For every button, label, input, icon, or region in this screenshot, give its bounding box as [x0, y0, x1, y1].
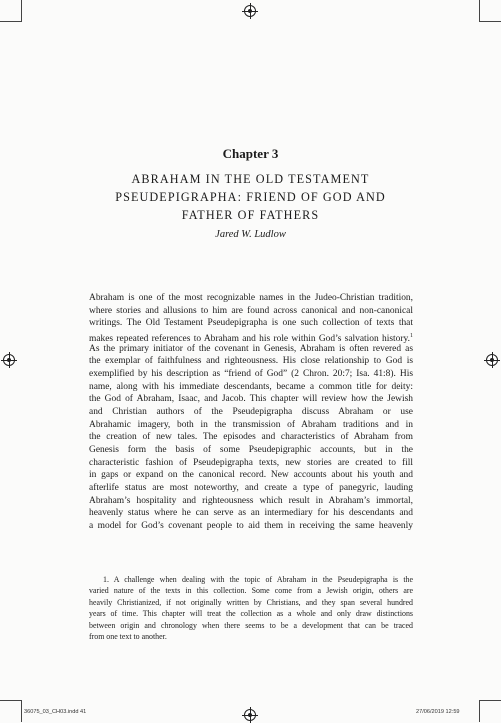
- body-line: [89, 330, 413, 343]
- crop-mark: [479, 700, 480, 722]
- crop-mark: [21, 700, 22, 722]
- body-line: As the primary initiator of the covenant in Genesis, Abraham is often revered as: [89, 343, 413, 354]
- chapter-title-line: PSEUDEPIGRAPHA: FRIEND OF GOD AND: [115, 190, 386, 204]
- body-paragraph: [89, 292, 413, 532]
- author-name: Jared W. Ludlow: [215, 229, 286, 240]
- chapter-title: [60, 170, 441, 224]
- chapter-title-line: ABRAHAM IN THE OLD TESTAMENT: [131, 172, 370, 186]
- body-line: the exemplar of faithfulness and righteousness. His close relationship to God is: [89, 356, 413, 367]
- body-line: the creation of new tales. The episodes and characteristics of Abraham from: [89, 432, 413, 443]
- body-line: where stories and allusions to him are found across canonical and non-canonical: [89, 305, 413, 316]
- registration-mark-icon: [3, 354, 15, 366]
- body-line: and Christian authors of the Pseudepigrapha discuss Abraham or use: [89, 406, 413, 417]
- chapter-title-line: FATHER OF FATHERS: [181, 208, 320, 222]
- body-line: in gaps or expand on the canonical record. New accounts about his youth and: [89, 470, 413, 481]
- body-line: Abraham’s hospitality and righteousness which result in Abraham’s immortal,: [89, 495, 413, 506]
- body-line: Abrahamic imagery, both in the transmission of Abraham traditions and in: [89, 419, 413, 430]
- body-line: Abraham is one of the most recognizable names in the Judeo-Christian tradition,: [89, 293, 413, 303]
- footnote-line: years of time. This chapter will treat the collection as a whole and only draw distinctions: [89, 609, 413, 619]
- crop-mark: [0, 700, 22, 701]
- body-line: afterlife status are most noteworthy, and create a type of panegyric, lauding: [89, 482, 413, 493]
- registration-mark-icon: [244, 5, 256, 17]
- crop-mark: [479, 0, 480, 22]
- body-line-text: makes repeated references to Abraham and his role within God’s salvation history.: [89, 333, 410, 343]
- crop-mark: [479, 21, 501, 22]
- crop-mark: [479, 700, 501, 701]
- footnote-line: heavily Christianized, if not originally written by Christians, and they span several hundred: [89, 597, 413, 607]
- body-line: writings. The Old Testament Pseudepigrapha is one such collection of texts that: [89, 318, 413, 329]
- body-line: heavenly status where he can serve as an intermediary for his descendants and: [89, 508, 413, 519]
- body-line: name, along with his immediate descendants, became a common title for deity:: [89, 381, 413, 392]
- footnote: [89, 574, 413, 642]
- footnote-line: between origin and chronology when there seems to be a development that can be traced: [89, 620, 413, 630]
- body-line: the God of Abraham, Isaac, and Jacob. This chapter will review how the Jewish: [89, 394, 413, 405]
- footnote-reference[interactable]: 1: [410, 332, 413, 339]
- slug-datetime: 27/06/2019 12:59: [416, 709, 460, 715]
- crop-mark: [0, 21, 22, 22]
- slug-file-info: 36075_03_CH03.indd 41: [24, 709, 87, 715]
- registration-mark-icon: [244, 709, 256, 721]
- body-line: Genesis form the basis of some Pseudepigraphic accounts, but in the: [89, 444, 413, 455]
- footnote-line: from one text to another.: [89, 631, 167, 641]
- registration-mark-icon: [486, 354, 498, 366]
- body-line: a model for God’s covenant people to aid them in receiving the same heavenly: [89, 520, 413, 531]
- body-line: exemplified by his description as “friend of God” (2 Chron. 20:7; Isa. 41:8). His: [89, 368, 413, 379]
- footnote-line: 1. A challenge when dealing with the topic of Abraham in the Pseudepigrapha is the: [103, 575, 413, 584]
- footnote-line: varied nature of the texts in this collection. Some come from a Jewish origin, others are: [89, 586, 413, 596]
- chapter-number: Chapter 3: [222, 146, 279, 161]
- crop-mark: [21, 0, 22, 22]
- body-line: characteristic fashion of Pseudepigrapha texts, new stories are created to fill: [89, 457, 413, 468]
